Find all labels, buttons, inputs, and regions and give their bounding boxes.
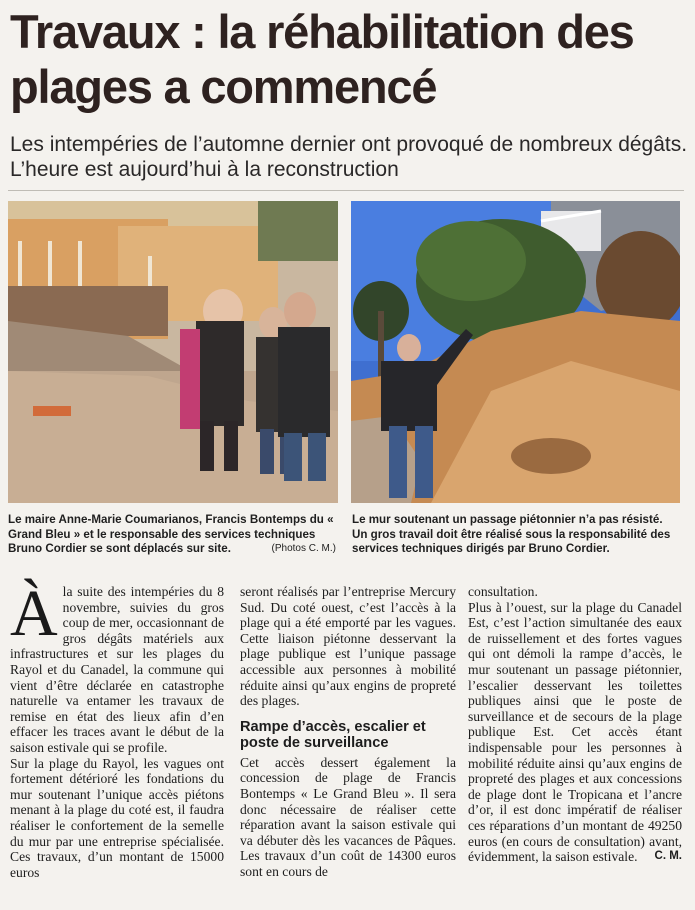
headline: Travaux : la réhabilitation des plages a commencé <box>10 5 634 113</box>
photo-collapsed-wall <box>351 201 680 503</box>
column-3 <box>468 584 682 865</box>
column-1 <box>10 577 224 880</box>
deck: Les intempéries de l’automne dernier ont provoqué de nombreux dégâts. L’heure est aujourd’hui à la reconstruction <box>10 133 688 181</box>
paragraph-concession: Cet accès dessert également la concession de plage de Francis Bontemps « Le Grand Bleu ». Il sera donc nécessaire de réaliser cette réparation avant la saison estivale qui va débuter dès les vacances de Pâques. Les travaux d’un coût de 14300 euros sont en cours de <box>240 754 456 879</box>
paragraph-intro <box>10 577 224 756</box>
paragraph-intro-text: la suite des intempéries du 8 novembre, suivies du gros coup de mer, occasionnant de gros dégâts matériels aux infrastructures et sur les plages du Rayol et du Canadel, la commune qui vient d’être déclarée en catastrophe naturelle va entamer les travaux de remise en état des lieux afin d’en effacer les traces avant le début de la saison estivale qui se profile. <box>10 584 224 755</box>
dropcap: À <box>10 577 58 650</box>
photo-right-caption: Le mur soutenant un passage piétonnier n’a pas résisté. Un gros travail doit être réalisé sous la responsabilité des services techniques dirigés par Bruno Cordier. <box>352 513 671 555</box>
photo-left-caption <box>8 513 336 557</box>
photo-left-caption-text: Le maire Anne-Marie Coumarianos, Francis Bontemps du « Grand Bleu » et le responsable des services techniques Bruno Cordier se sont déplacés sur site. <box>8 513 334 555</box>
column-2 <box>240 584 456 880</box>
photo-beach-visit <box>8 201 338 503</box>
photo-credit: (Photos C. M.) <box>271 543 336 554</box>
divider <box>8 190 684 191</box>
paragraph-canadel <box>468 600 682 865</box>
paragraph-consultation: consultation. <box>468 584 538 599</box>
paragraph-canadel-text: Plus à l’ouest, sur la plage du Canadel Est, c’est l’action simultanée des eaux de ruissellement et des fortes vagues qui ont démoli la rampe d’accès, le mur soutenant un passage piétonnier, l’escalier desservant les toilettes publiques ainsi que le poste de surveillance et de secours de la plage publique Est. Cet accès étant indispensable pour les personnes à mobilité réduite ainsi qu’aux engins de propreté des plages et aux concessions de plage dont le Tropicana et l’ancre d’or, il est donc impératif de réaliser ces réparations d’un montant de 49250 euros (en cours de consultation) avant, évidemment, la saison estivale. <box>468 599 682 865</box>
paragraph-rayol: Sur la plage du Rayol, les vagues ont fortement détérioré les fondations du mur soutenant l’unique accès piétons menant à la plage du coté est, il faudra réaliser le confortement de la semelle du mur par une entreprise spécialisée. Ces travaux, d’un montant de 15000 euros <box>10 755 224 880</box>
signature: C. M. <box>654 850 682 863</box>
subhead: Rampe d’accès, escalier et poste de surveillance <box>240 718 426 751</box>
paragraph-ouest: seront réalisés par l’entreprise Mercury Sud. Du coté ouest, c’est l’accès à la plage qui a été emporté par les vagues. Cette liaison piétonne desservant la plage publique est l’unique passage accessible aux personnes à mobilité réduite ainsi qu’aux engins de propreté des plages. <box>240 584 456 709</box>
